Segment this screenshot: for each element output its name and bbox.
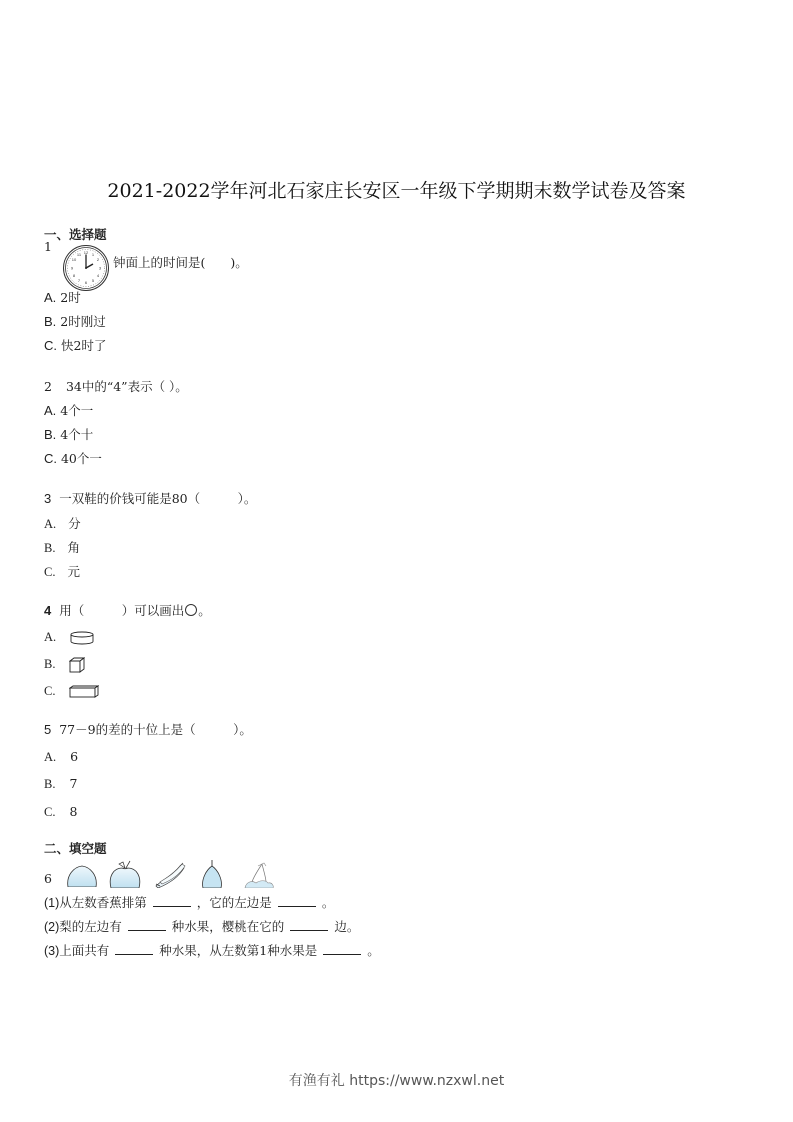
section-heading-multiple-choice: 一、选择题: [44, 227, 107, 242]
subquestion-text: 上面共有: [59, 943, 110, 958]
option-b[interactable]: [44, 427, 93, 443]
svg-text:12: 12: [83, 250, 89, 255]
cylinder-icon: [70, 631, 94, 645]
question-number: 3: [44, 491, 52, 506]
option-text: 角: [67, 540, 80, 555]
option-c[interactable]: [44, 338, 106, 354]
option-a[interactable]: [44, 629, 94, 645]
option-text: 元: [67, 564, 80, 579]
option-letter: C.: [44, 805, 56, 819]
answer-blank[interactable]: [278, 894, 316, 907]
subquestion-text: 。: [367, 943, 380, 958]
option-letter: B.: [44, 777, 56, 791]
question-stem: 钟面上的时间是( )。: [113, 255, 248, 270]
option-a[interactable]: [44, 290, 81, 306]
subquestion-1: [44, 894, 334, 911]
pear-icon: [200, 860, 224, 888]
svg-text:7: 7: [77, 278, 81, 283]
option-c[interactable]: [44, 451, 102, 467]
svg-text:11: 11: [76, 252, 82, 257]
subquestion-2: [44, 918, 359, 935]
option-letter: C.: [44, 565, 56, 579]
subquestion-text: ，它的左边是: [196, 895, 272, 910]
question-3: [44, 491, 256, 507]
option-text: 4个一: [60, 403, 94, 418]
question-stem: 一双鞋的价钱可能是80（ ）。: [59, 491, 257, 506]
option-b[interactable]: [44, 540, 80, 556]
option-b[interactable]: [44, 314, 106, 330]
option-letter: C.: [44, 338, 57, 353]
question-number: 4: [44, 603, 52, 618]
answer-blank[interactable]: [323, 942, 361, 955]
question-stem: 77－9的差的十位上是（ ）。: [59, 722, 252, 737]
subquestion-text: 从左数香蕉排第: [59, 895, 147, 910]
answer-blank[interactable]: [153, 894, 191, 907]
subquestion-text: 。: [321, 895, 335, 910]
option-text: 7: [69, 776, 78, 791]
option-letter: B.: [44, 657, 56, 671]
footer-watermark: 有渔有礼 https://www.nzxwl.net: [288, 1073, 505, 1089]
question-number: 2: [44, 379, 52, 394]
svg-text:5: 5: [91, 278, 95, 283]
svg-text:4: 4: [96, 273, 100, 278]
question-stem: 34中的“4”表示（ ）。: [65, 379, 188, 394]
subquestion-text: 种水果，从左数第1种水果是: [159, 943, 318, 958]
question-number: 5: [44, 722, 52, 737]
option-text: 快2时了: [60, 338, 107, 353]
option-text: 6: [70, 749, 79, 764]
answer-blank[interactable]: [115, 942, 153, 955]
option-text: 分: [68, 516, 81, 531]
option-letter: A.: [44, 750, 57, 764]
option-letter: A.: [44, 403, 57, 418]
question-number: 1: [44, 239, 52, 254]
option-c[interactable]: [44, 564, 80, 580]
clock-icon: [62, 244, 110, 292]
svg-text:2: 2: [96, 257, 100, 262]
subquestion-label: (1): [44, 896, 60, 910]
svg-text:3: 3: [98, 265, 102, 271]
answer-blank[interactable]: [290, 918, 328, 931]
apple-icon: [108, 860, 142, 888]
subquestion-text: 种水果，樱桃在它的: [171, 919, 285, 934]
svg-text:10: 10: [71, 257, 77, 262]
subquestion-text: 边。: [334, 919, 360, 934]
option-letter: A.: [44, 290, 57, 305]
option-letter: B.: [44, 314, 57, 329]
option-letter: B.: [44, 427, 57, 442]
svg-text:9: 9: [70, 265, 74, 271]
option-letter: A.: [44, 517, 57, 531]
svg-text:6: 6: [84, 280, 88, 285]
circle-icon: [185, 604, 197, 616]
svg-text:8: 8: [72, 273, 76, 278]
option-a[interactable]: [44, 403, 93, 419]
question-4: [44, 603, 211, 619]
option-b[interactable]: [44, 656, 85, 673]
answer-blank[interactable]: [128, 918, 166, 931]
subquestion-label: (3): [44, 944, 60, 958]
option-text: 2时: [60, 290, 81, 305]
subquestion-text: 梨的左边有: [59, 919, 122, 934]
banana-icon: [154, 862, 188, 888]
option-letter: C.: [44, 451, 57, 466]
svg-text:1: 1: [91, 252, 95, 257]
section-heading-fill-in: 二、填空题: [44, 841, 107, 856]
option-a[interactable]: [44, 516, 81, 532]
question-2: [44, 379, 188, 395]
option-text: 4个十: [60, 427, 94, 442]
option-text: 8: [69, 804, 78, 819]
peach-icon: [66, 863, 98, 887]
cherry-icon: [244, 862, 274, 888]
option-a[interactable]: [44, 749, 78, 765]
question-5: [44, 722, 252, 738]
subquestion-label: (2): [44, 920, 60, 934]
option-text: 2时刚过: [60, 314, 106, 329]
option-letter: B.: [44, 541, 56, 555]
option-text: 40个一: [60, 451, 102, 466]
subquestion-3: [44, 942, 380, 959]
cuboid-icon: [69, 685, 99, 698]
option-letter: A.: [44, 630, 57, 644]
option-c[interactable]: [44, 683, 99, 699]
question-stem: 用（ ）可以画出: [59, 603, 185, 618]
question-stem-end: 。: [198, 603, 211, 618]
cube-icon: [69, 657, 85, 673]
option-c[interactable]: [44, 804, 77, 820]
option-b[interactable]: [44, 776, 77, 792]
question-number: 6: [44, 871, 52, 886]
option-letter: C.: [44, 684, 56, 698]
document-title: 2021-2022学年河北石家庄长安区一年级下学期期末数学试卷及答案: [107, 180, 686, 202]
